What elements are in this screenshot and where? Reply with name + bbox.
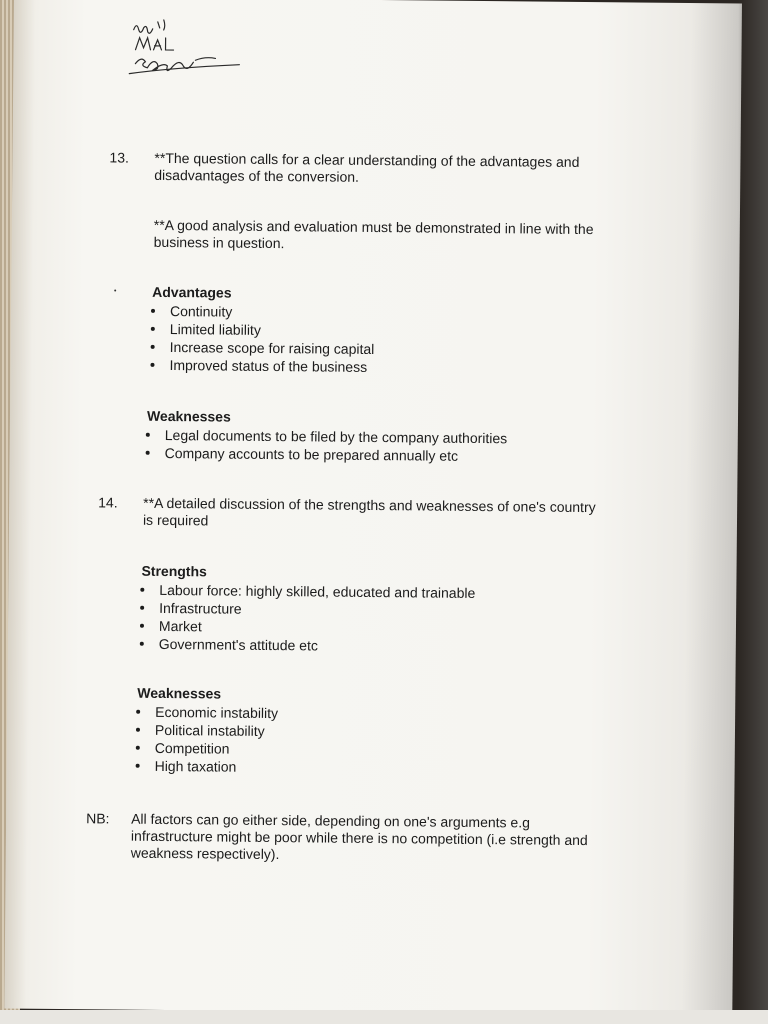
- q14-strengths-list: [138, 581, 476, 656]
- marking-guide-content: [14, 0, 742, 863]
- q14-para-line1: **A detailed discussion of the strengths and weaknesses of one's country: [143, 494, 596, 516]
- list-item: Labour force: highly skilled, educated and trainable: [138, 581, 475, 602]
- q13-para1-line2: disadvantages of the conversion.: [154, 166, 360, 185]
- question-13-paragraph-2: [154, 217, 669, 256]
- q13-para2-line2: business in question.: [153, 233, 285, 252]
- list-item: Government's attitude etc: [138, 635, 475, 656]
- nb-paragraph: [131, 811, 651, 867]
- list-item: Political instability: [134, 721, 278, 740]
- q13-advantages-heading: Advantages: [152, 283, 232, 301]
- list-item: High taxation: [134, 757, 278, 776]
- nb-line3: weakness respectively).: [130, 844, 280, 863]
- page-bottom-edge: [0, 1010, 768, 1024]
- q14-para-line2: is required: [142, 511, 209, 529]
- list-item: Improved status of the business: [148, 356, 374, 376]
- list-item: Company accounts to be prepared annually etc: [144, 444, 508, 465]
- list-item: Legal documents to be filed by the company authorities: [144, 426, 508, 447]
- handwritten-annotation: [125, 12, 256, 83]
- nb-line2: infrastructure might be poor while there is no competition (i.e strength and: [130, 827, 588, 849]
- question-13-paragraph-1: [154, 150, 669, 189]
- q13-para1-line1: **The question calls for a clear understanding of the advantages and: [154, 149, 580, 170]
- q13-weaknesses-heading: Weaknesses: [146, 407, 231, 425]
- list-item: Economic instability: [134, 703, 278, 722]
- question-14-paragraph: [143, 495, 658, 534]
- page-shadow-right: [738, 0, 768, 1024]
- q13-advantages-list: [148, 302, 374, 376]
- list-item: Market: [138, 617, 475, 638]
- question-13-number: 13.: [109, 149, 130, 166]
- q14-weaknesses-heading: Weaknesses: [137, 684, 222, 702]
- nb-label: NB:: [86, 810, 110, 827]
- stray-mark: [114, 289, 116, 291]
- q14-strengths-heading: Strengths: [141, 562, 207, 580]
- q14-weaknesses-list: [134, 703, 279, 776]
- q13-weaknesses-list: [144, 426, 508, 465]
- question-14-number: 14.: [98, 494, 118, 511]
- document-page: [4, 0, 742, 1015]
- nb-line1: All factors can go either side, depending on one's arguments e.g: [131, 810, 531, 831]
- list-item: Competition: [134, 739, 278, 758]
- list-item: Continuity: [149, 302, 375, 322]
- q13-para2-line1: **A good analysis and evaluation must be demonstrated in line with the: [153, 216, 594, 238]
- list-item: Increase scope for raising capital: [149, 338, 375, 358]
- list-item: Infrastructure: [138, 599, 475, 620]
- list-item: Limited liability: [149, 320, 375, 340]
